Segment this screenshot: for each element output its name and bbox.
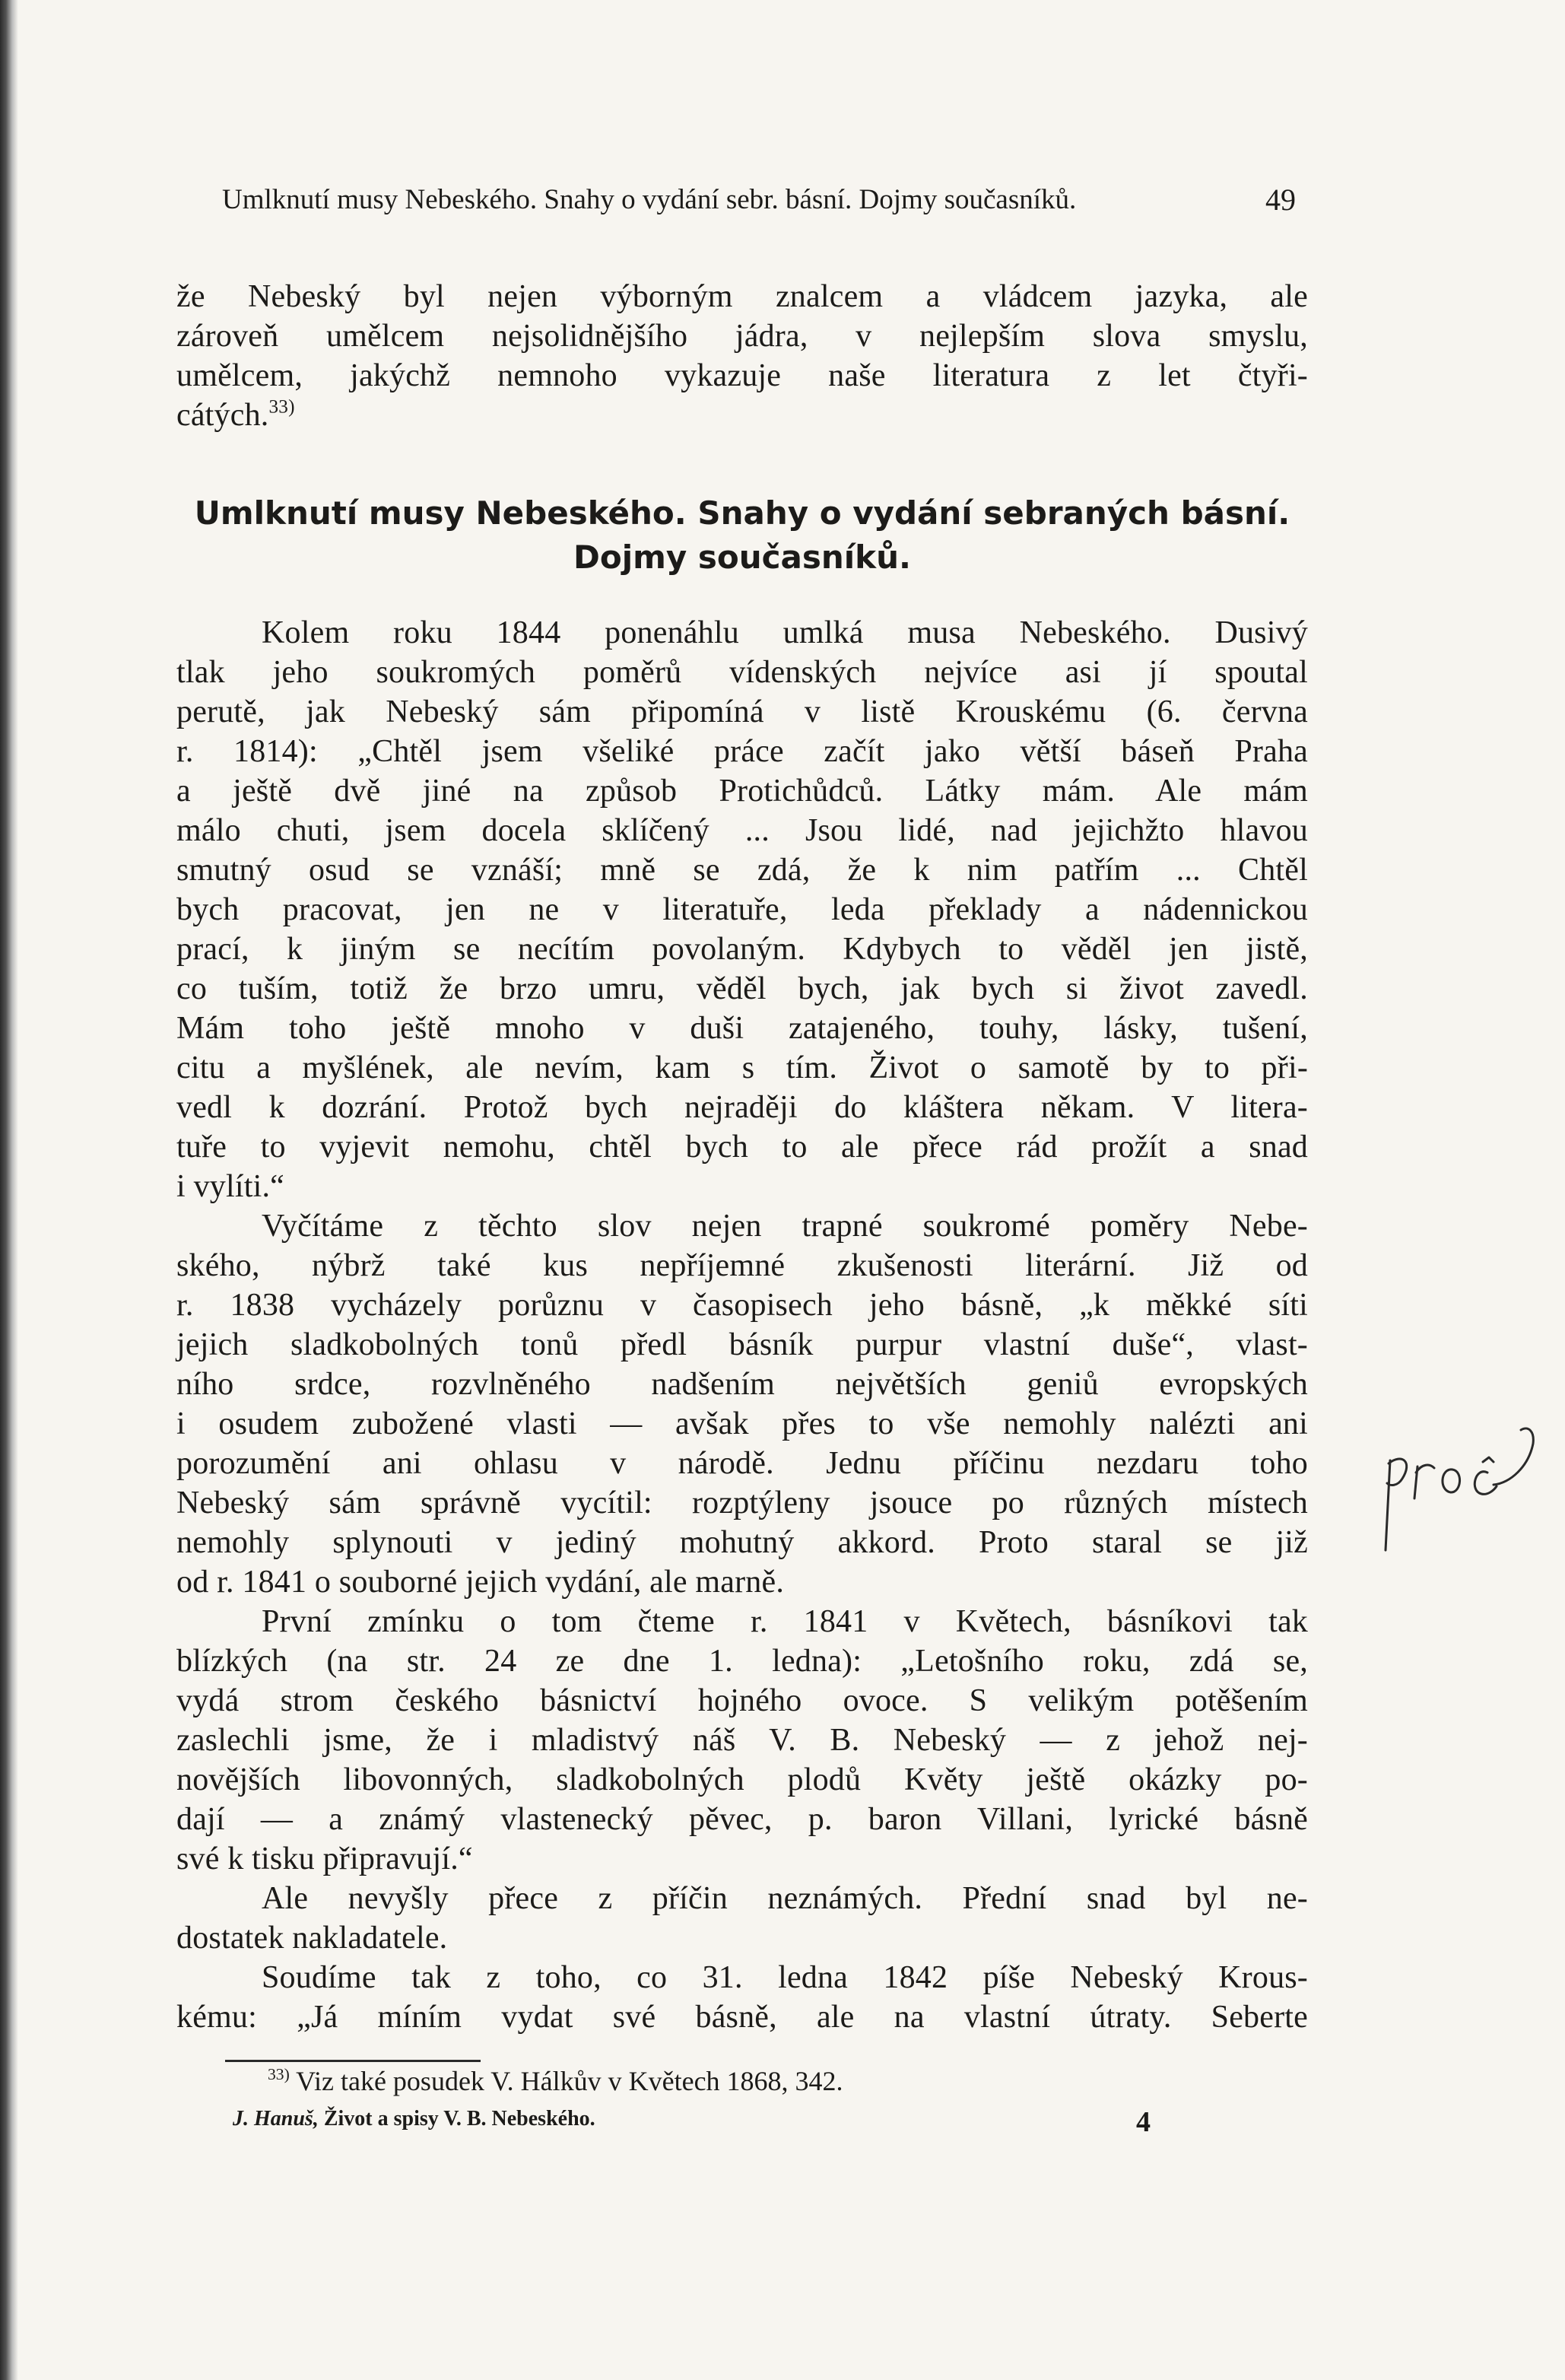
text-line: porozumění ani ohlasu v národě. Jednu příčinu nezdaru toho	[176, 1446, 1308, 1481]
footnote	[268, 2063, 843, 2099]
text-line: blízkých (na str. 24 ze dne 1. ledna): „Letošního roku, zdá se,	[176, 1644, 1308, 1679]
text-line: Ale nevyšly přece z příčin neznámých. Přední snad byl ne-	[262, 1881, 1308, 1916]
running-head-title: Umlknutí musy Nebeského. Snahy o vydání sebr. básní. Dojmy současníků.	[222, 184, 1077, 215]
intro-paragraph	[176, 277, 1308, 435]
text-line: zároveň umělcem nejsolidnějšího jádra, v nejlepším slova smyslu,	[176, 319, 1308, 354]
text-line: smutný osud se vznáší; mně se zdá, že k nim patřím ... Chtěl	[176, 853, 1308, 888]
text-line: vydá strom českého básnictví hojného ovoce. S velikým potěšením	[176, 1683, 1308, 1718]
text-line: r. 1838 vycházely porůznu v časopisech jeho básně, „k měkké síti	[176, 1288, 1308, 1323]
footnote-rule	[225, 2060, 481, 2062]
text-line: dostatek nakladatele.	[176, 1921, 448, 1956]
text-line: tlak jeho soukromých poměrů vídenských nejvíce asi jí spoutal	[176, 655, 1308, 690]
handwritten-margin-note	[1379, 1413, 1547, 1565]
paragraph	[176, 1879, 1308, 1958]
binding-shadow	[0, 0, 18, 2380]
text-line: i vylíti.“	[176, 1169, 284, 1204]
footnote-ref: 33)	[268, 396, 295, 418]
text-line: i osudem zubožené vlasti — avšak přes to vše nemohly nalézti ani	[176, 1406, 1308, 1441]
text-line: nemohly splynouti v jediný mohutný akkord. Proto staral se již	[176, 1525, 1308, 1560]
text-line: prací, k jiným se necítím povolaným. Kdybych to věděl jen jistě,	[176, 932, 1308, 967]
text-line: málo chuti, jsem docela sklíčený ... Jsou lidé, nad jejichžto hlavou	[176, 813, 1308, 848]
text-line: r. 1814): „Chtěl jsem všeliké práce začít jako větší báseň Praha	[176, 734, 1308, 769]
text-line: Vyčítáme z těchto slov nejen trapné soukromé poměry Nebe-	[262, 1209, 1308, 1244]
signature-title: Život a spisy V. B. Nebeského.	[323, 2107, 595, 2131]
text-line: umělcem, jakýchž nemnoho vykazuje naše literatura z let čtyři-	[176, 358, 1308, 393]
text-line: Kolem roku 1844 ponenáhlu umlká musa Nebeského. Dusivý	[262, 615, 1308, 650]
paragraph	[176, 1958, 1308, 2037]
text-line: že Nebeský byl nejen výborným znalcem a vládcem jazyka, ale	[176, 279, 1308, 314]
body-text	[176, 613, 1308, 2037]
text-line: co tuším, totiž že brzo umru, věděl bych, jak bych si život zavedl.	[176, 971, 1308, 1006]
section-heading	[176, 491, 1308, 580]
text-line: citu a myšlének, ale nevím, kam s tím. Život o samotě by to při-	[176, 1050, 1308, 1085]
text-line: dají — a známý vlastenecký pěvec, p. baron Villani, lyrické básně	[176, 1802, 1308, 1837]
text-line-content: cátých.	[176, 398, 269, 433]
text-line: ského, nýbrž také kus nepříjemné zkušenosti literární. Již od	[176, 1248, 1308, 1283]
footnote-marker: 33)	[268, 2064, 290, 2083]
footnote-text: Viz také posudek V. Hálkův v Květech 1868, 342.	[296, 2066, 843, 2096]
text-line: Mám toho ještě mnoho v duši zatajeného, touhy, lásky, tušení,	[176, 1011, 1308, 1046]
paragraph	[176, 1602, 1308, 1879]
signature-author: J. Hanuš,	[233, 2107, 319, 2131]
section-heading-line-1: Umlknutí musy Nebeského. Snahy o vydání sebraných básní.	[194, 494, 1290, 532]
page-number: 49	[1265, 183, 1296, 217]
printer-signature	[233, 2104, 595, 2134]
text-line: Soudíme tak z toho, co 31. ledna 1842 píše Nebeský Krous-	[262, 1960, 1308, 1995]
text-line: bych pracovat, jen ne v literatuře, leda překlady a nádennickou	[176, 892, 1308, 927]
running-head	[222, 183, 1296, 218]
text-line: jejich sladkobolných tonů předl básník purpur vlastní duše“, vlast-	[176, 1327, 1308, 1362]
text-line: a ještě dvě jiné na způsob Protichůdců. Látky mám. Ale mám	[176, 774, 1308, 809]
text-line: Nebeský sám správně vycítil: rozptýleny jsouce po různých místech	[176, 1486, 1308, 1520]
text-line: vedl k dozrání. Protož bych nejraději do kláštera někam. V litera-	[176, 1090, 1308, 1125]
text-line: ního srdce, rozvlněného nadšením největších geniů evropských	[176, 1367, 1308, 1402]
paragraph	[176, 613, 1308, 1206]
text-line: zaslechli jsme, že i mladistvý náš V. B. Nebeský — z jehož nej-	[176, 1723, 1308, 1758]
text-line: od r. 1841 o souborné jejich vydání, ale marně.	[176, 1565, 785, 1600]
text-line: novějších libovonných, sladkobolných plodů Květy ještě okázky po-	[176, 1762, 1308, 1797]
text-line: své k tisku připravují.“	[176, 1841, 473, 1876]
text-line: tuře to vyjevit nemohu, chtěl bych to ale přece rád prožít a snad	[176, 1130, 1308, 1165]
text-line: První zmínku o tom čteme r. 1841 v Květech, básníkovi tak	[262, 1604, 1308, 1639]
section-heading-line-2: Dojmy současníků.	[573, 539, 911, 576]
text-line	[176, 396, 1308, 435]
text-line: kému: „Já míním vydat své básně, ale na vlastní útraty. Seberte	[176, 2000, 1308, 2035]
text-line: perutě, jak Nebeský sám připomíná v listě Krouskému (6. června	[176, 694, 1308, 729]
sheet-number: 4	[1136, 2106, 1151, 2138]
paragraph	[176, 1206, 1308, 1602]
